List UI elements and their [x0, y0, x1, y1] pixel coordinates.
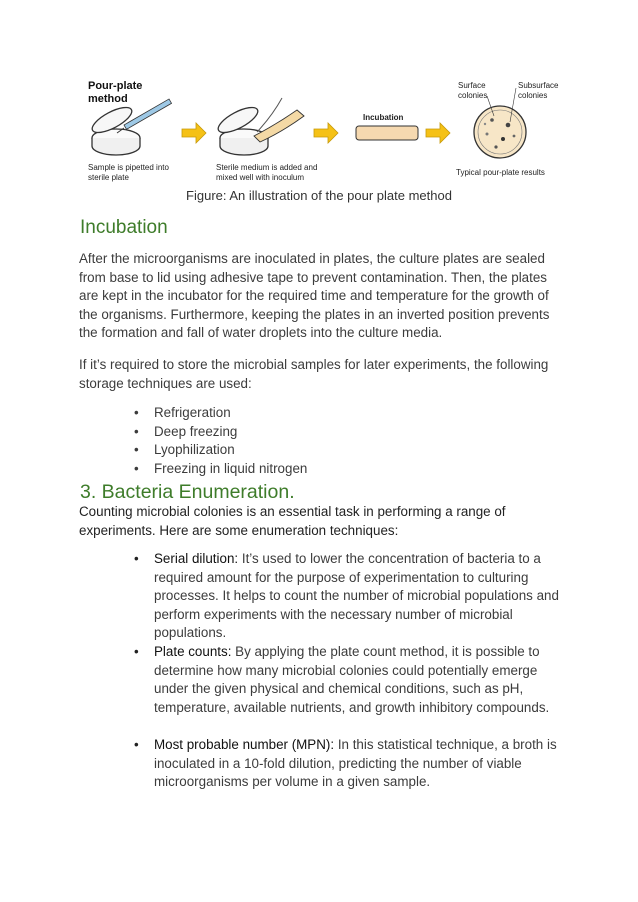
technique-term: Most probable number (MPN):: [154, 737, 335, 752]
bullet-icon: •: [134, 442, 139, 458]
incubator-icon: [356, 126, 418, 140]
storage-techniques-list: [134, 404, 307, 478]
figure-caption: Figure: An illustration of the pour plate method: [186, 188, 452, 203]
pour-plate-illustration: [82, 76, 562, 186]
incubation-paragraph: After the microorganisms are inoculated in plates, the culture plates are sealed from base to lid using adhesive tape to prevent contamination. Then, the plates are kept in the incubator for the required time and temperature for the growth of the organisms. Furthermore, keeping the plates in an inverted position prevents the formation and fall of water droplets into the culture media.: [79, 251, 550, 341]
enumeration-intro: Counting microbial colonies is an essential task in performing a range of experiments. Here are some enumeration techniques:: [79, 504, 506, 538]
bullet-icon: •: [134, 460, 139, 476]
technique-description: It’s used to lower the concentration of bacteria to a required amount for the purpose of experimentation to culturing processes. It helps to count the number of microbial populations and perform experiments with the necessary number of microbial populations.: [154, 551, 559, 641]
technique-term: Serial dilution:: [154, 551, 239, 566]
technique-item-serial-dilution: [134, 550, 562, 643]
result-plate-icon: [474, 106, 526, 158]
list-item-text: Freezing in liquid nitrogen: [154, 460, 308, 476]
result-label: Typical pour-plate results: [456, 168, 545, 177]
list-item: [134, 423, 307, 442]
bullet-icon: •: [134, 737, 139, 752]
step2-label-line1: Sterile medium is added and: [216, 163, 318, 172]
list-item-text: Refrigeration: [154, 405, 231, 420]
storage-intro-paragraph: If it’s required to store the microbial samples for later experiments, the following storage techniques are used:: [79, 357, 549, 391]
bullet-icon: •: [134, 644, 139, 659]
list-item: [134, 404, 307, 423]
figure-title-line2: method: [88, 93, 128, 105]
list-item-text: Lyophilization: [154, 442, 235, 458]
arrow-icon: [314, 123, 338, 143]
technique-item-mpn: [134, 736, 562, 792]
technique-description: In this statistical technique, a broth is inoculated in a 10-fold dilution, predicting the number of viable microorganisms per volume in a given sample.: [154, 737, 557, 790]
plate-2-icon: [215, 98, 304, 155]
figure-title-line1: Pour-plate: [88, 80, 143, 92]
technique-term: Plate counts:: [154, 644, 232, 659]
technique-description: By applying the plate count method, it is possible to determine how many microbial colonies could potentially emerge under the given physical and chemical conditions, such as pH, temperature, available nutrients, and growth inhibitory compounds.: [154, 644, 550, 715]
step2-label-line2: mixed well with inoculum: [216, 173, 305, 182]
step1-label-line2: sterile plate: [88, 173, 129, 182]
surface-colonies-line2: colonies: [458, 91, 488, 100]
enumeration-heading: 3. Bacteria Enumeration.: [80, 481, 295, 503]
incubation-step-label: Incubation: [363, 113, 404, 122]
plate-1-icon: [89, 99, 172, 155]
bullet-icon: •: [134, 423, 139, 439]
list-item-text: Deep freezing: [154, 423, 238, 439]
subsurface-colonies-line2: colonies: [518, 91, 548, 100]
step1-label-line1: Sample is pipetted into: [88, 163, 169, 172]
incubation-heading: Incubation: [80, 217, 168, 238]
technique-item-plate-counts: [134, 643, 562, 717]
list-item: [134, 460, 307, 479]
pour-plate-figure: [82, 76, 562, 186]
arrow-icon: [426, 123, 450, 143]
list-item: [134, 441, 307, 460]
surface-colonies-line1: Surface: [458, 81, 486, 90]
bullet-icon: •: [134, 405, 139, 420]
arrow-icon: [182, 123, 206, 143]
bullet-icon: •: [134, 551, 139, 566]
subsurface-colonies-line1: Subsurface: [518, 81, 559, 90]
